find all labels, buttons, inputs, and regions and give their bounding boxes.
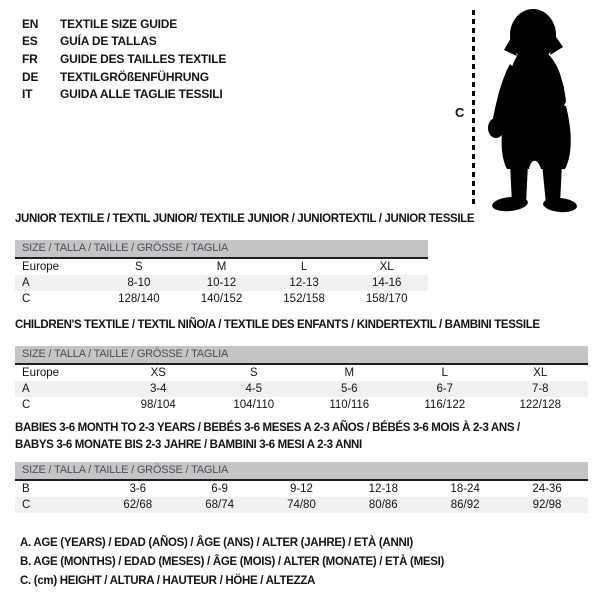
language-code: ES [22, 34, 38, 49]
language-row [22, 15, 226, 33]
row-label: C [22, 398, 31, 411]
size-value: 10-12 [180, 275, 263, 291]
table-row [15, 497, 588, 513]
size-guide-section [15, 317, 588, 413]
row-label: A [15, 275, 98, 291]
size-table [15, 240, 428, 307]
language-code: IT [22, 87, 33, 102]
language-row [22, 33, 226, 51]
height-dashed-line [472, 10, 475, 207]
row-label: Europe [22, 260, 60, 273]
size-value: XS [150, 366, 166, 379]
section-title-line: CHILDREN'S TEXTILE / TEXTIL NIÑO/A / TEXTILE DES ENFANTS / KINDERTEXTIL / BAMBINI TESSILE [15, 319, 540, 331]
size-value: 152/158 [283, 292, 325, 305]
size-value: 9-12 [289, 482, 313, 495]
size-table [15, 462, 588, 513]
table-row [15, 275, 428, 291]
size-value: 6-9 [211, 482, 228, 495]
table-header-row [15, 346, 588, 364]
size-value: 3-6 [129, 482, 147, 495]
size-value: M [344, 366, 355, 379]
row-label: C [22, 292, 31, 305]
language-title: TEXTILGRÖßENFÜHRUNG [60, 69, 209, 84]
language-code: FR [22, 51, 38, 66]
size-value: 68/74 [179, 497, 261, 513]
legend [20, 534, 444, 591]
language-code: EN [22, 16, 39, 31]
language-title-list [22, 15, 226, 103]
table-size-header: SIZE / TALLA / TAILLE / GRÖSSE / TAGLIA [15, 346, 588, 364]
section-title [15, 317, 588, 334]
size-value: XL [533, 366, 548, 379]
height-label: C [455, 105, 465, 120]
table-row [15, 397, 588, 413]
size-value: L [300, 260, 308, 273]
size-value: 80/86 [342, 497, 424, 513]
row-label: C [15, 497, 97, 513]
size-value: 92/98 [506, 497, 588, 513]
size-value: S [249, 366, 258, 379]
row-label: A [15, 381, 111, 397]
size-value: 12-18 [368, 482, 398, 495]
size-table [15, 346, 588, 413]
size-value: 4-5 [206, 381, 302, 397]
size-value: S [135, 260, 143, 273]
size-value: 6-7 [397, 381, 493, 397]
size-guide-section [15, 420, 588, 513]
section-title [15, 420, 588, 454]
size-value: M [216, 260, 227, 273]
section-title-line: BABYS 3-6 MONATE BIS 2-3 JAHRE / BAMBINI 3-6 MESI A 2-3 ANNI [15, 439, 362, 451]
legend-line: A. AGE (YEARS) / EDAD (AÑOS) / ÂGE (ANS) / ALTER (JAHRE) / ETÀ (ANNI) [20, 537, 413, 549]
size-value: 24-36 [532, 482, 562, 495]
section-title [15, 211, 475, 228]
legend-line: C. (cm) HEIGHT / ALTURA / HAUTEUR / HÖHE / ALTEZZA [20, 575, 316, 587]
table-row [15, 291, 428, 307]
size-value: L [441, 366, 448, 379]
size-value: 116/122 [424, 398, 466, 411]
legend-line: B. AGE (MONTHS) / EDAD (MESES) / ÂGE (MOIS) / ALTER (MONATE) / ETÀ (MESI) [20, 556, 445, 568]
size-value: 18-24 [450, 482, 480, 495]
size-value: 14-16 [345, 275, 428, 291]
table-size-header: SIZE / TALLA / TAILLE / GRÖSSE / TAGLIA [15, 240, 428, 258]
size-value: 86/92 [424, 497, 506, 513]
language-title: GUIDA ALLE TAGLIE TESSILI [60, 87, 223, 102]
size-value: 104/110 [233, 398, 275, 411]
size-value: 98/104 [140, 398, 176, 411]
language-code: DE [22, 69, 39, 84]
row-label: Europe [22, 366, 60, 379]
size-value: 5-6 [302, 381, 398, 397]
section-title-line: BABIES 3-6 MONTH TO 2-3 YEARS / BEBÉS 3-6 MESES A 2-3 AÑOS / BÉBÉS 3-6 MOIS À 2-3 ANS / [15, 422, 520, 434]
size-value: 74/80 [261, 497, 343, 513]
size-value: 122/128 [519, 398, 562, 411]
language-title: TEXTILE SIZE GUIDE [60, 16, 178, 31]
table-header-row [15, 462, 588, 480]
section-title-line: JUNIOR TEXTILE / TEXTIL JUNIOR/ TEXTILE JUNIOR / JUNIORTEXTIL / JUNIOR TESSILE [15, 213, 475, 225]
size-value: 8-10 [98, 275, 181, 291]
language-title: GUIDE DES TAILLES TEXTILE [60, 51, 227, 66]
size-value: 128/140 [118, 292, 160, 305]
size-value: 3-4 [111, 381, 207, 397]
size-value: 12-13 [263, 275, 346, 291]
table-row [15, 258, 428, 275]
size-guide-section [15, 211, 475, 307]
table-row [15, 364, 588, 381]
language-row [22, 50, 226, 68]
table-row [15, 480, 588, 497]
row-label: B [22, 482, 30, 495]
size-value: 140/152 [200, 292, 243, 305]
table-header-row [15, 240, 428, 258]
size-value: 7-8 [493, 381, 589, 397]
table-row [15, 381, 588, 397]
size-value: XL [379, 260, 394, 273]
language-title: GUÍA DE TALLAS [60, 34, 157, 49]
toddler-silhouette-icon [480, 6, 596, 214]
size-value: 158/170 [365, 292, 408, 305]
language-row [22, 68, 226, 86]
size-value: 62/68 [97, 497, 179, 513]
table-size-header: SIZE / TALLA / TAILLE / GRÖSSE / TAGLIA [15, 462, 588, 480]
size-value: 110/116 [329, 398, 370, 411]
height-figure [440, 6, 600, 218]
language-row [22, 85, 226, 103]
